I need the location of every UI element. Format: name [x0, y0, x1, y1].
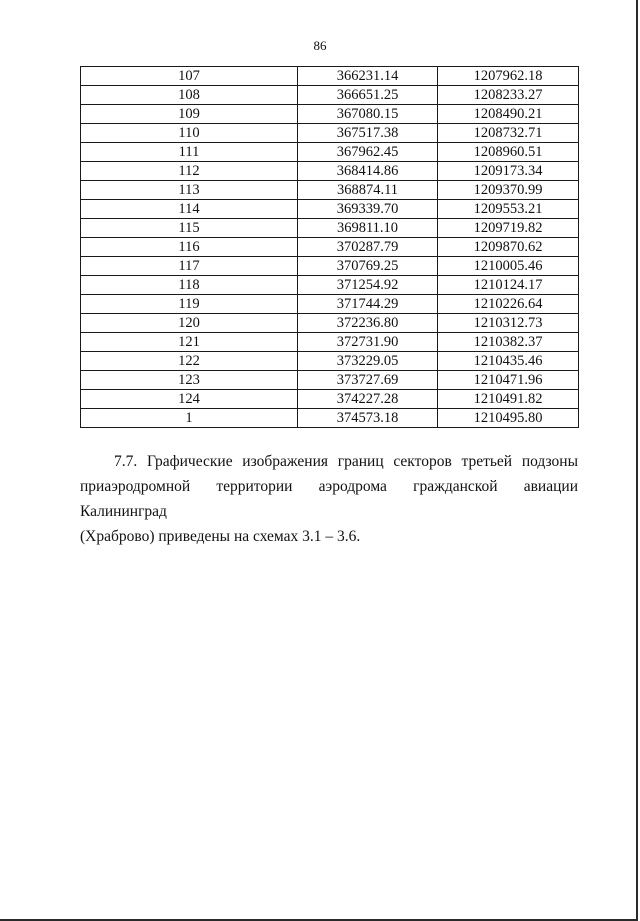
point-number-cell: 109	[81, 105, 298, 124]
point-number-cell: 112	[81, 162, 298, 181]
point-number-cell: 116	[81, 238, 298, 257]
table-row	[81, 67, 579, 86]
table-row	[81, 276, 579, 295]
x-coordinate-cell: 373727.69	[298, 371, 438, 390]
y-coordinate-cell: 1210435.46	[438, 352, 579, 371]
y-coordinate-cell: 1210124.17	[438, 276, 579, 295]
table-row	[81, 333, 579, 352]
x-coordinate-cell: 368414.86	[298, 162, 438, 181]
point-number-cell: 113	[81, 181, 298, 200]
paragraph-line-3: (Храброво) приведены на схемах 3.1 – 3.6.	[80, 528, 361, 545]
x-coordinate-cell: 368874.11	[298, 181, 438, 200]
y-coordinate-cell: 1208960.51	[438, 143, 579, 162]
y-coordinate-cell: 1210226.64	[438, 295, 579, 314]
x-coordinate-cell: 367962.45	[298, 143, 438, 162]
paragraph-line-2: приаэродромной территории аэродрома гражданской авиации Калининград	[80, 478, 578, 520]
table-row	[81, 257, 579, 276]
x-coordinate-cell: 369339.70	[298, 200, 438, 219]
y-coordinate-cell: 1210312.73	[438, 314, 579, 333]
point-number-cell: 121	[81, 333, 298, 352]
point-number-cell: 119	[81, 295, 298, 314]
coordinates-table-body	[81, 67, 579, 428]
table-row	[81, 219, 579, 238]
x-coordinate-cell: 367080.15	[298, 105, 438, 124]
y-coordinate-cell: 1209553.21	[438, 200, 579, 219]
x-coordinate-cell: 371744.29	[298, 295, 438, 314]
table-row	[81, 238, 579, 257]
point-number-cell: 120	[81, 314, 298, 333]
y-coordinate-cell: 1209173.34	[438, 162, 579, 181]
table-row	[81, 390, 579, 409]
y-coordinate-cell: 1210382.37	[438, 333, 579, 352]
y-coordinate-cell: 1209370.99	[438, 181, 579, 200]
table-row	[81, 409, 579, 428]
table-row	[81, 371, 579, 390]
table-row	[81, 200, 579, 219]
y-coordinate-cell: 1207962.18	[438, 67, 579, 86]
paragraph-line-1: 7.7. Графические изображения границ секторов третьей подзоны	[114, 453, 578, 470]
page-number: 86	[313, 38, 327, 53]
x-coordinate-cell: 374573.18	[298, 409, 438, 428]
point-number-cell: 124	[81, 390, 298, 409]
point-number-cell: 110	[81, 124, 298, 143]
point-number-cell: 123	[81, 371, 298, 390]
point-number-cell: 111	[81, 143, 298, 162]
y-coordinate-cell: 1208233.27	[438, 86, 579, 105]
table-row	[81, 181, 579, 200]
x-coordinate-cell: 371254.92	[298, 276, 438, 295]
table-row	[81, 352, 579, 371]
table-row	[81, 314, 579, 333]
point-number-cell: 107	[81, 67, 298, 86]
table-row	[81, 86, 579, 105]
x-coordinate-cell: 369811.10	[298, 219, 438, 238]
point-number-cell: 1	[81, 409, 298, 428]
y-coordinate-cell: 1210491.82	[438, 390, 579, 409]
y-coordinate-cell: 1208490.21	[438, 105, 579, 124]
section-paragraph	[80, 449, 578, 549]
table-row	[81, 124, 579, 143]
table-row	[81, 295, 579, 314]
y-coordinate-cell: 1210005.46	[438, 257, 579, 276]
table-row	[81, 162, 579, 181]
y-coordinate-cell: 1210471.96	[438, 371, 579, 390]
point-number-cell: 118	[81, 276, 298, 295]
x-coordinate-cell: 374227.28	[298, 390, 438, 409]
x-coordinate-cell: 372731.90	[298, 333, 438, 352]
x-coordinate-cell: 370769.25	[298, 257, 438, 276]
y-coordinate-cell: 1208732.71	[438, 124, 579, 143]
x-coordinate-cell: 373229.05	[298, 352, 438, 371]
y-coordinate-cell: 1210495.80	[438, 409, 579, 428]
table-row	[81, 143, 579, 162]
coordinates-table	[80, 66, 579, 428]
x-coordinate-cell: 372236.80	[298, 314, 438, 333]
point-number-cell: 117	[81, 257, 298, 276]
point-number-cell: 115	[81, 219, 298, 238]
x-coordinate-cell: 366651.25	[298, 86, 438, 105]
point-number-cell: 108	[81, 86, 298, 105]
point-number-cell: 114	[81, 200, 298, 219]
x-coordinate-cell: 367517.38	[298, 124, 438, 143]
y-coordinate-cell: 1209870.62	[438, 238, 579, 257]
point-number-cell: 122	[81, 352, 298, 371]
table-row	[81, 105, 579, 124]
y-coordinate-cell: 1209719.82	[438, 219, 579, 238]
x-coordinate-cell: 366231.14	[298, 67, 438, 86]
x-coordinate-cell: 370287.79	[298, 238, 438, 257]
